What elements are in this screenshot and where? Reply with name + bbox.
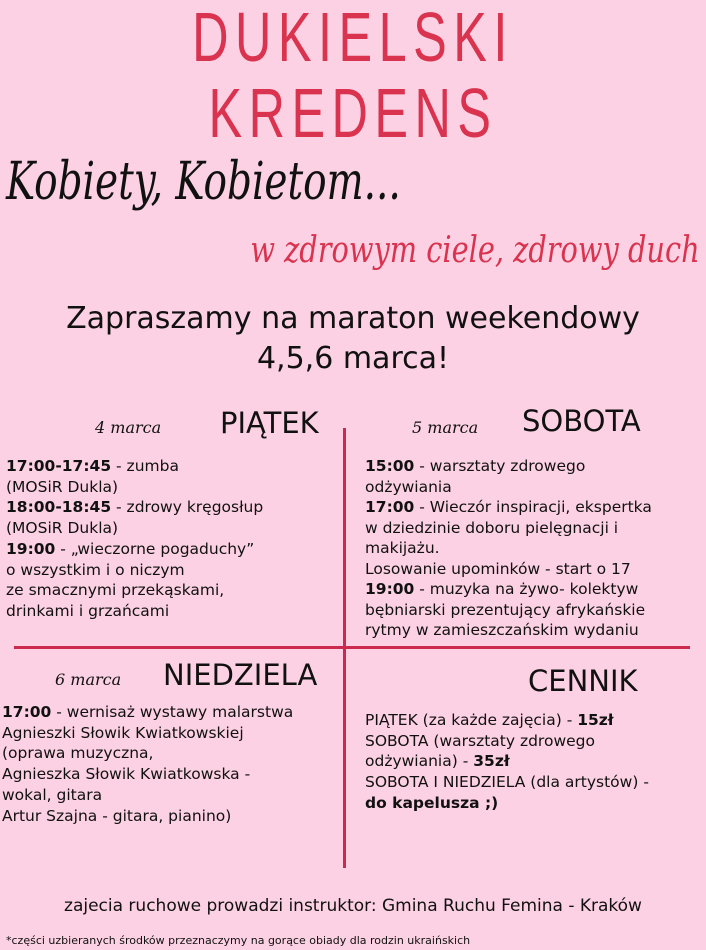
- saturday-e2-line4: Losowanie upominków - start o 17: [365, 559, 631, 578]
- friday-e3-time: 19:00: [6, 539, 56, 558]
- friday-e1-text: - zumba: [111, 457, 179, 475]
- saturday-e1-line2: odżywiania: [365, 477, 452, 496]
- price3-value: do kapelusza ;): [365, 793, 499, 812]
- saturday-e3-time: 19:00: [365, 580, 415, 598]
- brand-line1: DUKIELSKI: [192, 0, 514, 76]
- instructor-footer: zajecia ruchowe prowadzi instruktor: Gmina Ruchu Femina - Kraków: [64, 896, 642, 916]
- footnote: *części uzbieranych środków przeznaczymy na gorące obiady dla rodzin ukraińskich: [6, 934, 471, 947]
- price2-value: 35zł: [473, 752, 510, 771]
- sunday-title: NIEDZIELA: [163, 658, 318, 692]
- friday-e2-text: - zdrowy kręgosłup: [111, 498, 264, 517]
- sunday-e1-time: 17:00: [2, 703, 52, 721]
- saturday-title: SOBOTA: [522, 404, 641, 438]
- brand-line2: KREDENS: [208, 74, 498, 152]
- friday-e2-place: (MOSiR Dukla): [6, 519, 119, 538]
- friday-e1-place: (MOSiR Dukla): [6, 477, 119, 496]
- prices-title: CENNIK: [528, 664, 638, 698]
- friday-e3-line2: o wszystkim i o niczym: [6, 560, 185, 579]
- sunday-line3: (oprawa muzyczna,: [2, 744, 154, 763]
- saturday-e2-text: - Wieczór inspiracji, ekspertka: [414, 498, 652, 516]
- friday-e3-text: - „wieczorne pogaduchy”: [55, 539, 255, 558]
- friday-date: 4 marca: [95, 418, 162, 437]
- friday-title: PIĄTEK: [220, 406, 319, 440]
- sunday-e1-text: - wernisaż wystawy malarstwa: [51, 703, 294, 721]
- saturday-e2-line2: w dziedzinie doboru pielęgnacji i: [365, 518, 619, 537]
- price3-line1: SOBOTA I NIEDZIELA (dla artystów) -: [365, 773, 649, 792]
- sunday-line4: Agnieszka Słowik Kwiatkowska -: [2, 765, 251, 784]
- sunday-line5: wokal, gitara: [2, 785, 103, 804]
- friday-e2-time: 18:00-18:45: [6, 498, 112, 517]
- sunday-line6: Artur Szajna - gitara, pianino): [2, 806, 232, 825]
- saturday-e2-line3: makijażu.: [365, 539, 440, 557]
- intro-line2: 4,5,6 marca!: [256, 341, 450, 376]
- saturday-e1-text: - warsztaty zdrowego: [414, 457, 586, 475]
- saturday-e3-line2: bębniarski prezentujący afrykańskie: [365, 600, 646, 619]
- friday-e1-time: 17:00-17:45: [6, 457, 112, 475]
- saturday-e3-line3: rytmy w zamieszczańskim wydaniu: [365, 621, 639, 639]
- sunday-line2: Agnieszki Słowik Kwiatkowskiej: [2, 723, 244, 742]
- horizontal-divider: [14, 646, 690, 649]
- friday-e3-line3: ze smacznymi przekąskami,: [6, 581, 225, 600]
- friday-schedule: [6, 456, 263, 622]
- price2-line2: odżywiania) -: [365, 752, 474, 771]
- sunday-date: 6 marca: [55, 670, 122, 689]
- intro-line1: Zapraszamy na maraton weekendowy: [66, 301, 640, 336]
- friday-e3-line4: drinkami i grzańcami: [6, 601, 170, 620]
- subtagline: w zdrowym ciele, zdrowy duch: [250, 230, 700, 271]
- price2-line1: SOBOTA (warsztaty zdrowego: [365, 731, 595, 750]
- saturday-e1-time: 15:00: [365, 457, 415, 475]
- price1-value: 15zł: [577, 711, 614, 729]
- saturday-schedule: [365, 456, 652, 641]
- saturday-date: 5 marca: [412, 418, 479, 437]
- price1-text: PIĄTEK (za każde zajęcia) -: [365, 711, 578, 729]
- tagline: Kobiety, Kobietom...: [6, 152, 401, 212]
- prices-list: [365, 710, 649, 814]
- saturday-e3-text: - muzyka na żywo- kolektyw: [414, 580, 639, 598]
- sunday-schedule: [2, 702, 293, 826]
- saturday-e2-time: 17:00: [365, 498, 415, 516]
